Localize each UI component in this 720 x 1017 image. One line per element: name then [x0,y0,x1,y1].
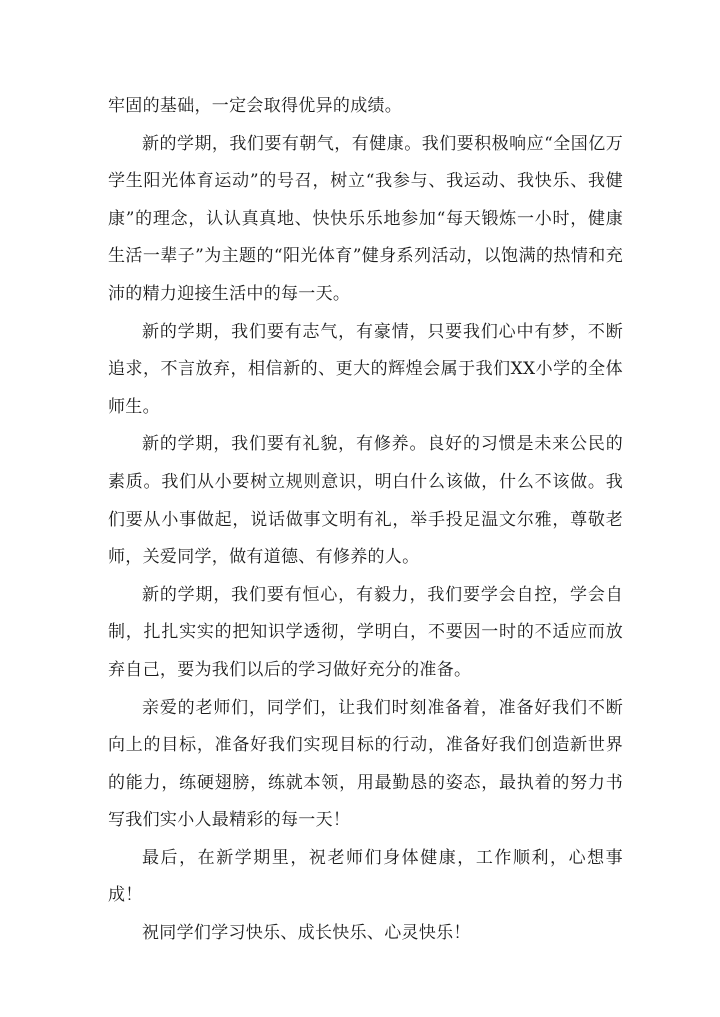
document-page [108,88,623,953]
paragraph-wishes-teachers: 最后，在新学期里，祝老师们身体健康，工作顺利，心想事成！ [108,847,623,906]
paragraph-perseverance: 新的学期，我们要有恒心，有毅力，我们要学会自控，学会自制，扎扎实实的把知识学透彻，学明白，不要因一时的不适应而放弃自己，要为我们以后的学习做好充分的准备。 [108,584,623,680]
paragraph-call-to-action: 亲爱的老师们，同学们，让我们时刻准备着，准备好我们不断向上的目标，准备好我们实现目标的行动，准备好我们创造新世界的能力，练硬翅膀，练就本领，用最勤恳的姿态，最执着的努力书写我们实小人最精彩的每一天！ [108,697,623,831]
paragraph-health: 新的学期，我们要有朝气，有健康。我们要积极响应“全国亿万学生阳光体育运动”的号召，树立“我参与、我运动、我快乐、我健康”的理念，认认真真地、快快乐乐地参加“每天锻炼一小时，健康生活一辈子”为主题的“阳光体育”健身系列活动，以饱满的热情和充沛的精力迎接生活中的每一天。 [108,133,623,304]
paragraph-wishes-students: 祝同学们学习快乐、成长快乐、心灵快乐！ [142,923,471,944]
paragraph-manners: 新的学期，我们要有礼貌，有修养。良好的习惯是未来公民的素质。我们从小要树立规则意识，明白什么该做，什么不该做。我们要从小事做起，说话做事文明有礼，举手投足温文尔雅，尊敬老师，关爱同学，做有道德、有修养的人。 [108,434,623,568]
paragraph-ambition: 新的学期，我们要有志气，有豪情，只要我们心中有梦，不断追求，不言放弃，相信新的、更大的辉煌会属于我们XX小学的全体师生。 [108,321,623,417]
paragraph-continuation: 牢固的基础，一定会取得优异的成绩。 [108,96,403,116]
